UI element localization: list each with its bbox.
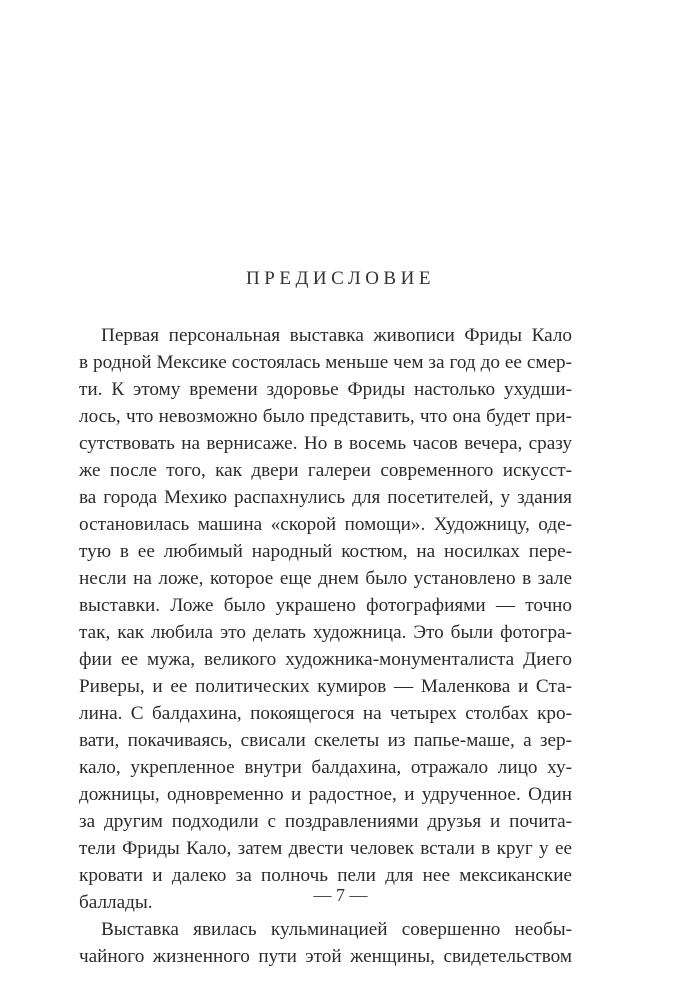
text-line: так, как любила это делать художница. Это были фотогра- — [79, 622, 572, 643]
text-line: в родной Мексике состоялась меньше чем за год до ее смер- — [79, 352, 572, 373]
chapter-heading: ПРЕДИСЛОВИЕ — [246, 268, 435, 289]
text-line: тели Фриды Кало, затем двести человек встали в круг у ее — [79, 838, 572, 859]
text-line: остановилась машина «скорой помощи». Художницу, оде- — [79, 514, 572, 535]
text-line: фии ее мужа, великого художника-монументалиста Диего — [79, 649, 572, 670]
text-line: Риверы, и ее политических кумиров — Маленкова и Ста- — [79, 676, 572, 697]
text-line: ва города Мехико распахнулись для посетителей, у здания — [79, 487, 572, 508]
text-line: дожницы, одновременно и радостное, и удрученное. Один — [79, 784, 572, 805]
text-line: за другим подходили с поздравлениями друзья и почита- — [79, 811, 572, 832]
text-line: кровати и далеко за полночь пели для нее мексиканские — [79, 865, 572, 886]
text-line: кало, укрепленное внутри балдахина, отражало лицо ху- — [79, 757, 572, 778]
text-line: ти. К этому времени здоровье Фриды настолько ухудши- — [79, 379, 572, 400]
page-number: — 7 — — [313, 885, 368, 905]
text-line: выставки. Ложе было украшено фотографиями — точно — [79, 595, 572, 616]
text-line: лина. С балдахина, покоящегося на четырех столбах кро- — [79, 703, 572, 724]
text-line: Первая персональная выставка живописи Фриды Кало — [101, 325, 572, 346]
text-line: Выставка явилась кульминацией совершенно необы- — [101, 919, 572, 940]
text-line: баллады. — [79, 892, 153, 913]
text-line: же после того, как двери галереи современного искусст- — [79, 460, 572, 481]
text-line: лось, что невозможно было представить, что она будет при- — [79, 406, 572, 427]
body-text — [79, 322, 572, 970]
text-line: вати, покачиваясь, свисали скелеты из папье-маше, а зер- — [79, 730, 572, 751]
text-line: тую в ее любимый народный костюм, на носилках пере- — [79, 541, 572, 562]
text-line: сутствовать на вернисаже. Но в восемь часов вечера, сразу — [79, 433, 572, 454]
text-line: чайного жизненного пути этой женщины, свидетельством — [79, 946, 572, 967]
text-line: несли на ложе, которое еще днем было установлено в зале — [79, 568, 572, 589]
